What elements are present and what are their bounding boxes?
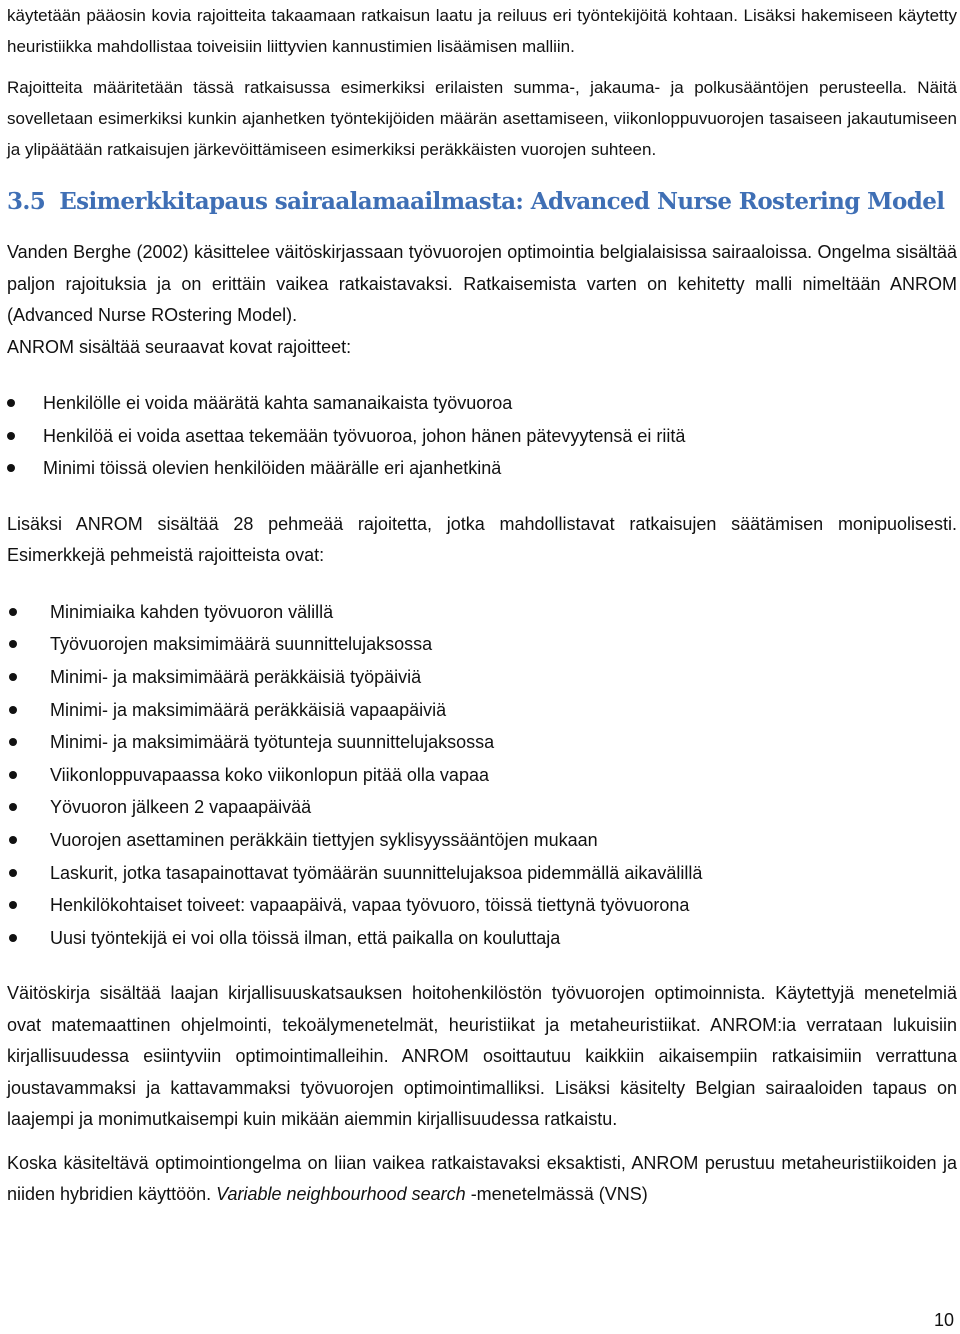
bullet-icon bbox=[7, 432, 15, 440]
bullet-icon bbox=[9, 934, 17, 942]
section-heading bbox=[7, 188, 957, 215]
bullet-icon bbox=[9, 706, 17, 714]
hard-constraints-list bbox=[7, 387, 957, 485]
list-item: Minimi- ja maksimimäärä peräkkäisiä vapaapäiviä bbox=[50, 694, 957, 727]
section-number: 3.5 bbox=[7, 188, 46, 215]
bullet-icon bbox=[7, 464, 15, 472]
constraints-paragraph: Rajoitteita määritetään tässä ratkaisussa esimerkiksi erilaisten summa-, jakauma- ja polkusääntöjen perusteella. Näitä sovelletaan esimerkiksi kunkin ajanhetken työntekijöiden määrän asettamiseen, viikonloppuvuorojen tasaiseen jakautumiseen ja ylipäätään ratkaisujen järkevöittämiseen esimerkiksi peräkkäisten vuorojen suhteen. bbox=[7, 78, 957, 159]
list-item: Minimi- ja maksimimäärä työtunteja suunnittelujaksossa bbox=[50, 726, 957, 759]
bullet-icon bbox=[9, 640, 17, 648]
list-item: Työvuorojen maksimimäärä suunnittelujaksossa bbox=[50, 628, 957, 661]
bullet-icon bbox=[9, 836, 17, 844]
soft-constraints-list bbox=[7, 596, 957, 955]
soft-constraints-lead: Lisäksi ANROM sisältää 28 pehmeää rajoitetta, jotka mahdollistavat ratkaisujen säätämisen monipuolisesti. Esimerkkejä pehmeistä rajoitteista ovat: bbox=[7, 513, 957, 566]
bullet-icon bbox=[9, 738, 17, 746]
section-title: Esimerkkitapaus sairaalamaailmasta: Advanced Nurse Rostering Model bbox=[59, 188, 945, 215]
list-item: Minimi töissä olevien henkilöiden määrälle eri ajanhetkinä bbox=[43, 452, 957, 485]
metaheuristics-paragraph: Koska käsiteltävä optimointiongelma on liian vaikea ratkaistavaksi eksaktisti, ANROM perustuu metaheuristiikoiden ja niiden hybridien käyttöön. Variable neighbourhood search -menetelmässä (VNS) bbox=[7, 1152, 957, 1205]
bullet-icon bbox=[9, 673, 17, 681]
list-item: Henkilöä ei voida asettaa tekemään työvuoroa, johon hänen pätevyytensä ei riitä bbox=[43, 420, 957, 453]
page-number: 10 bbox=[933, 1310, 954, 1330]
list-item: Minimiaika kahden työvuoron välillä bbox=[50, 596, 957, 629]
literature-paragraph: Väitöskirja sisältää laajan kirjallisuuskatsauksen hoitohenkilöstön työvuorojen optimoinnista. Käytettyjä menetelmiä ovat matemaattinen ohjelmointi, tekoälymenetelmät, heuristiikat ja metaheuristiikat. ANROM:ia verrataan lukuisiin kirjallisuudessa esiintyviin optimointimalleihin. ANROM osoittautuu kaikkiin aikaisempiin ratkaisimiin verrattuna joustavammaksi ja kattavammaksi työvuorojen optimointimalliksi. Lisäksi käsitelty Belgian sairaaloiden tapaus on laajempi ja monimutkaisempi kuin mikään aiemmin kirjallisuudessa ratkaistu. bbox=[7, 983, 957, 1130]
bullet-icon bbox=[9, 803, 17, 811]
hard-constraints-lead: ANROM sisältää seuraavat kovat rajoitteet: bbox=[7, 336, 352, 357]
bullet-icon bbox=[9, 771, 17, 779]
vns-term: Variable neighbourhood search bbox=[216, 1184, 466, 1205]
list-item: Laskurit, jotka tasapainottavat työmäärän suunnittelujaksoa pidemmällä aikavälillä bbox=[50, 857, 957, 890]
intro-paragraph: käytetään pääosin kovia rajoitteita takaamaan ratkaisun laatu ja reiluus eri työntekijöitä kohtaan. Lisäksi hakemiseen käytetty heuristiikka mahdollistaa toiveisiin liittyvien kannustimien lisäämisen malliin. bbox=[7, 6, 957, 56]
bullet-icon bbox=[9, 869, 17, 877]
document-page bbox=[7, 0, 957, 1211]
bullet-icon bbox=[9, 901, 17, 909]
list-item: Vuorojen asettaminen peräkkäin tiettyjen syklisyyssääntöjen mukaan bbox=[50, 824, 957, 857]
list-item: Henkilölle ei voida määrätä kahta samanaikaista työvuoroa bbox=[43, 387, 957, 420]
list-item: Uusi työntekijä ei voi olla töissä ilman, että paikalla on kouluttaja bbox=[50, 922, 957, 955]
list-item: Minimi- ja maksimimäärä peräkkäisiä työpäiviä bbox=[50, 661, 957, 694]
list-item: Yövuoron jälkeen 2 vapaapäivää bbox=[50, 791, 957, 824]
list-item: Viikonloppuvapaassa koko viikonlopun pitää olla vapaa bbox=[50, 759, 957, 792]
list-item: Henkilökohtaiset toiveet: vapaapäivä, vapaa työvuoro, töissä tiettynä työvuorona bbox=[50, 889, 957, 922]
bullet-icon bbox=[9, 608, 17, 616]
anrom-intro-paragraph: Vanden Berghe (2002) käsittelee väitöskirjassaan työvuorojen optimointia belgialaisissa sairaaloissa. Ongelma sisältää paljon rajoituksia ja on erittäin vaikea ratkaistavaksi. Ratkaisemista varten on kehitetty malli nimeltään ANROM (Advanced Nurse ROstering Model). bbox=[7, 242, 957, 325]
bullet-icon bbox=[7, 399, 15, 407]
